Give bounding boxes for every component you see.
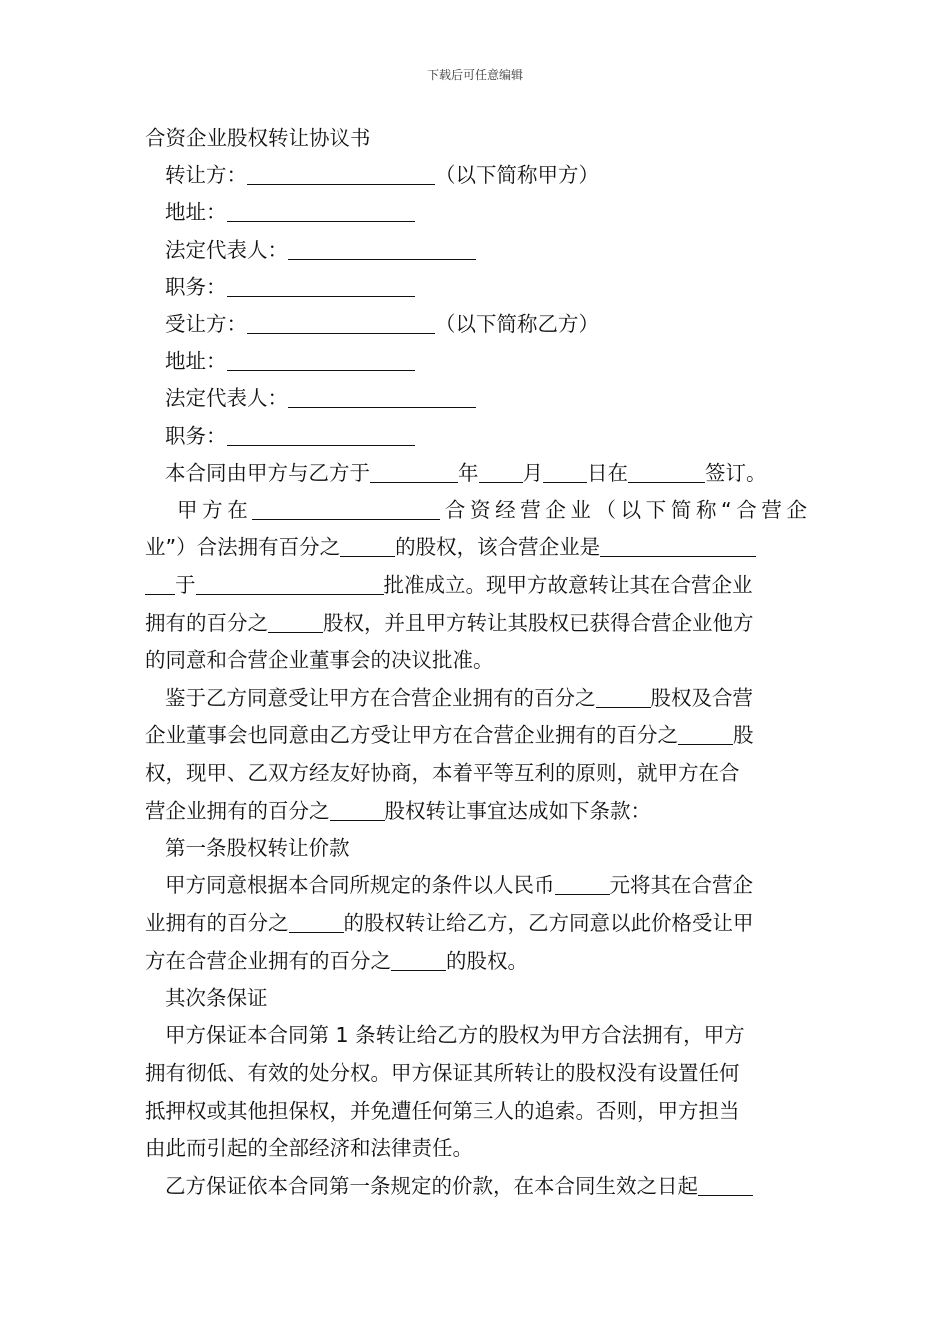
text: 股	[733, 723, 754, 748]
text: 甲方在	[177, 497, 253, 522]
para-line	[145, 905, 807, 943]
blank-line[interactable]	[678, 724, 733, 745]
field-suffix: （以下简称乙方）	[435, 311, 599, 336]
field-label: 法定代表人：	[165, 237, 288, 262]
para-line	[145, 867, 807, 905]
blank-line[interactable]	[330, 800, 385, 821]
field-address-a	[145, 194, 807, 231]
para-line	[145, 943, 807, 981]
signing-line	[145, 455, 807, 492]
paragraph-equity-ownership	[145, 492, 807, 680]
article-2-title: 其次条保证	[165, 986, 268, 1011]
blank-line[interactable]	[391, 950, 446, 971]
paragraph-recital	[145, 680, 807, 830]
para-line: 抵押权或其他担保权，并免遭任何第三人的追索。否则，甲方担当	[145, 1098, 740, 1123]
blank-line[interactable]	[288, 387, 476, 408]
para-line	[145, 492, 807, 530]
blank-line[interactable]	[698, 1175, 753, 1196]
blank-line[interactable]	[227, 201, 415, 222]
blank-line[interactable]	[555, 874, 610, 895]
blank-line[interactable]	[145, 574, 175, 595]
page-header: 下载后可任意编辑	[426, 68, 523, 82]
blank-line[interactable]	[196, 574, 384, 595]
text: 拥有的百分之	[145, 610, 268, 635]
field-label: 转让方：	[165, 163, 247, 188]
para-line	[145, 529, 807, 567]
text: 批准成立。现甲方故意转让其在合营企业	[383, 573, 753, 598]
text: 的股权转让给乙方，乙方同意以此价格受让甲	[343, 911, 754, 935]
sign-text: 月	[522, 460, 543, 485]
blank-line[interactable]	[340, 536, 395, 557]
para-line	[145, 642, 807, 680]
para-line: 拥有彻低、有效的处分权。甲方保证其所转让的股权没有设置任何	[145, 1060, 740, 1085]
text: 的同意和合营企业董事会的决议批准。	[145, 648, 494, 673]
para-line	[145, 680, 807, 718]
blank-line[interactable]	[227, 425, 415, 446]
article-1-title: 第一条股权转让价款	[165, 836, 350, 861]
field-label: 地址：	[165, 200, 227, 225]
text: 元将其在合营企	[609, 873, 753, 898]
field-address-b	[145, 343, 807, 380]
field-transferee	[145, 306, 807, 343]
para-line	[145, 605, 807, 643]
text: 股权及合营	[650, 685, 753, 710]
text: 的股权。	[446, 948, 528, 973]
sign-text: 签订。	[705, 460, 767, 485]
blank-line[interactable]	[252, 499, 440, 520]
paragraph-guarantee-b	[145, 1168, 807, 1206]
blank-line[interactable]	[247, 164, 435, 185]
text: 营企业拥有的百分之	[145, 798, 330, 823]
text: 业”）合法拥有百分之	[145, 535, 341, 560]
para-line	[145, 717, 807, 755]
sign-text: 日在	[587, 460, 628, 485]
text: 合资经营企业（以下简称“合营企	[440, 497, 807, 522]
field-label: 受让方：	[165, 311, 247, 336]
blank-line[interactable]	[247, 313, 435, 334]
text: 权，现甲、乙双方经友好协商，本着平等互利的原则，就甲方在合	[145, 761, 740, 786]
blank-line[interactable]	[543, 462, 587, 483]
sign-text: 本合同由甲方与乙方于	[165, 460, 370, 485]
text: 于	[175, 573, 196, 598]
paragraph-price	[145, 867, 807, 980]
para-line: 由此而引起的全部经济和法律责任。	[145, 1136, 473, 1161]
text: 甲方同意根据本合同所规定的条件以人民币	[165, 873, 555, 898]
text: 企业董事会也同意由乙方受让甲方在合营企业拥有的百分之	[145, 723, 678, 748]
blank-line[interactable]	[289, 912, 344, 933]
document-title: 合资企业股权转让协议书	[145, 126, 371, 150]
field-legal-rep-a	[145, 232, 807, 269]
blank-line[interactable]	[600, 536, 756, 557]
blank-line[interactable]	[227, 276, 415, 297]
field-position-b	[145, 418, 807, 455]
para-line	[145, 755, 807, 793]
paragraph-guarantee-a	[145, 1017, 807, 1167]
field-position-a	[145, 269, 807, 306]
field-label: 法定代表人：	[165, 386, 288, 411]
blank-line[interactable]	[288, 239, 476, 260]
text: 股权，并且甲方转让其股权已获得合营企业他方	[323, 610, 754, 635]
text: 股权转让事宜达成如下条款：	[384, 798, 651, 823]
blank-line[interactable]	[596, 687, 651, 708]
blank-line[interactable]	[370, 462, 458, 483]
field-suffix: （以下简称甲方）	[435, 163, 599, 188]
para-line	[145, 1168, 807, 1206]
para-line: 甲方保证本合同第 1 条转让给乙方的股权为甲方合法拥有，甲方	[165, 1023, 745, 1048]
field-legal-rep-b	[145, 380, 807, 417]
field-label: 地址：	[165, 349, 227, 374]
sign-text: 年	[458, 460, 479, 485]
field-label: 职务：	[165, 423, 227, 448]
field-transferor	[145, 157, 807, 194]
text: 方在合营企业拥有的百分之	[145, 948, 391, 973]
blank-line[interactable]	[479, 462, 523, 483]
blank-line[interactable]	[268, 612, 323, 633]
text: 鉴于乙方同意受让甲方在合营企业拥有的百分之	[165, 685, 596, 710]
blank-line[interactable]	[227, 350, 415, 371]
para-line	[145, 567, 807, 605]
text: 业拥有的百分之	[145, 911, 289, 935]
field-label: 职务：	[165, 274, 227, 299]
para-line	[145, 793, 807, 831]
text: 乙方保证依本合同第一条规定的价款，在本合同生效之日起	[165, 1173, 698, 1198]
blank-line[interactable]	[628, 462, 705, 483]
text: 的股权，该合营企业是	[395, 535, 601, 560]
contract-document	[145, 120, 807, 1205]
